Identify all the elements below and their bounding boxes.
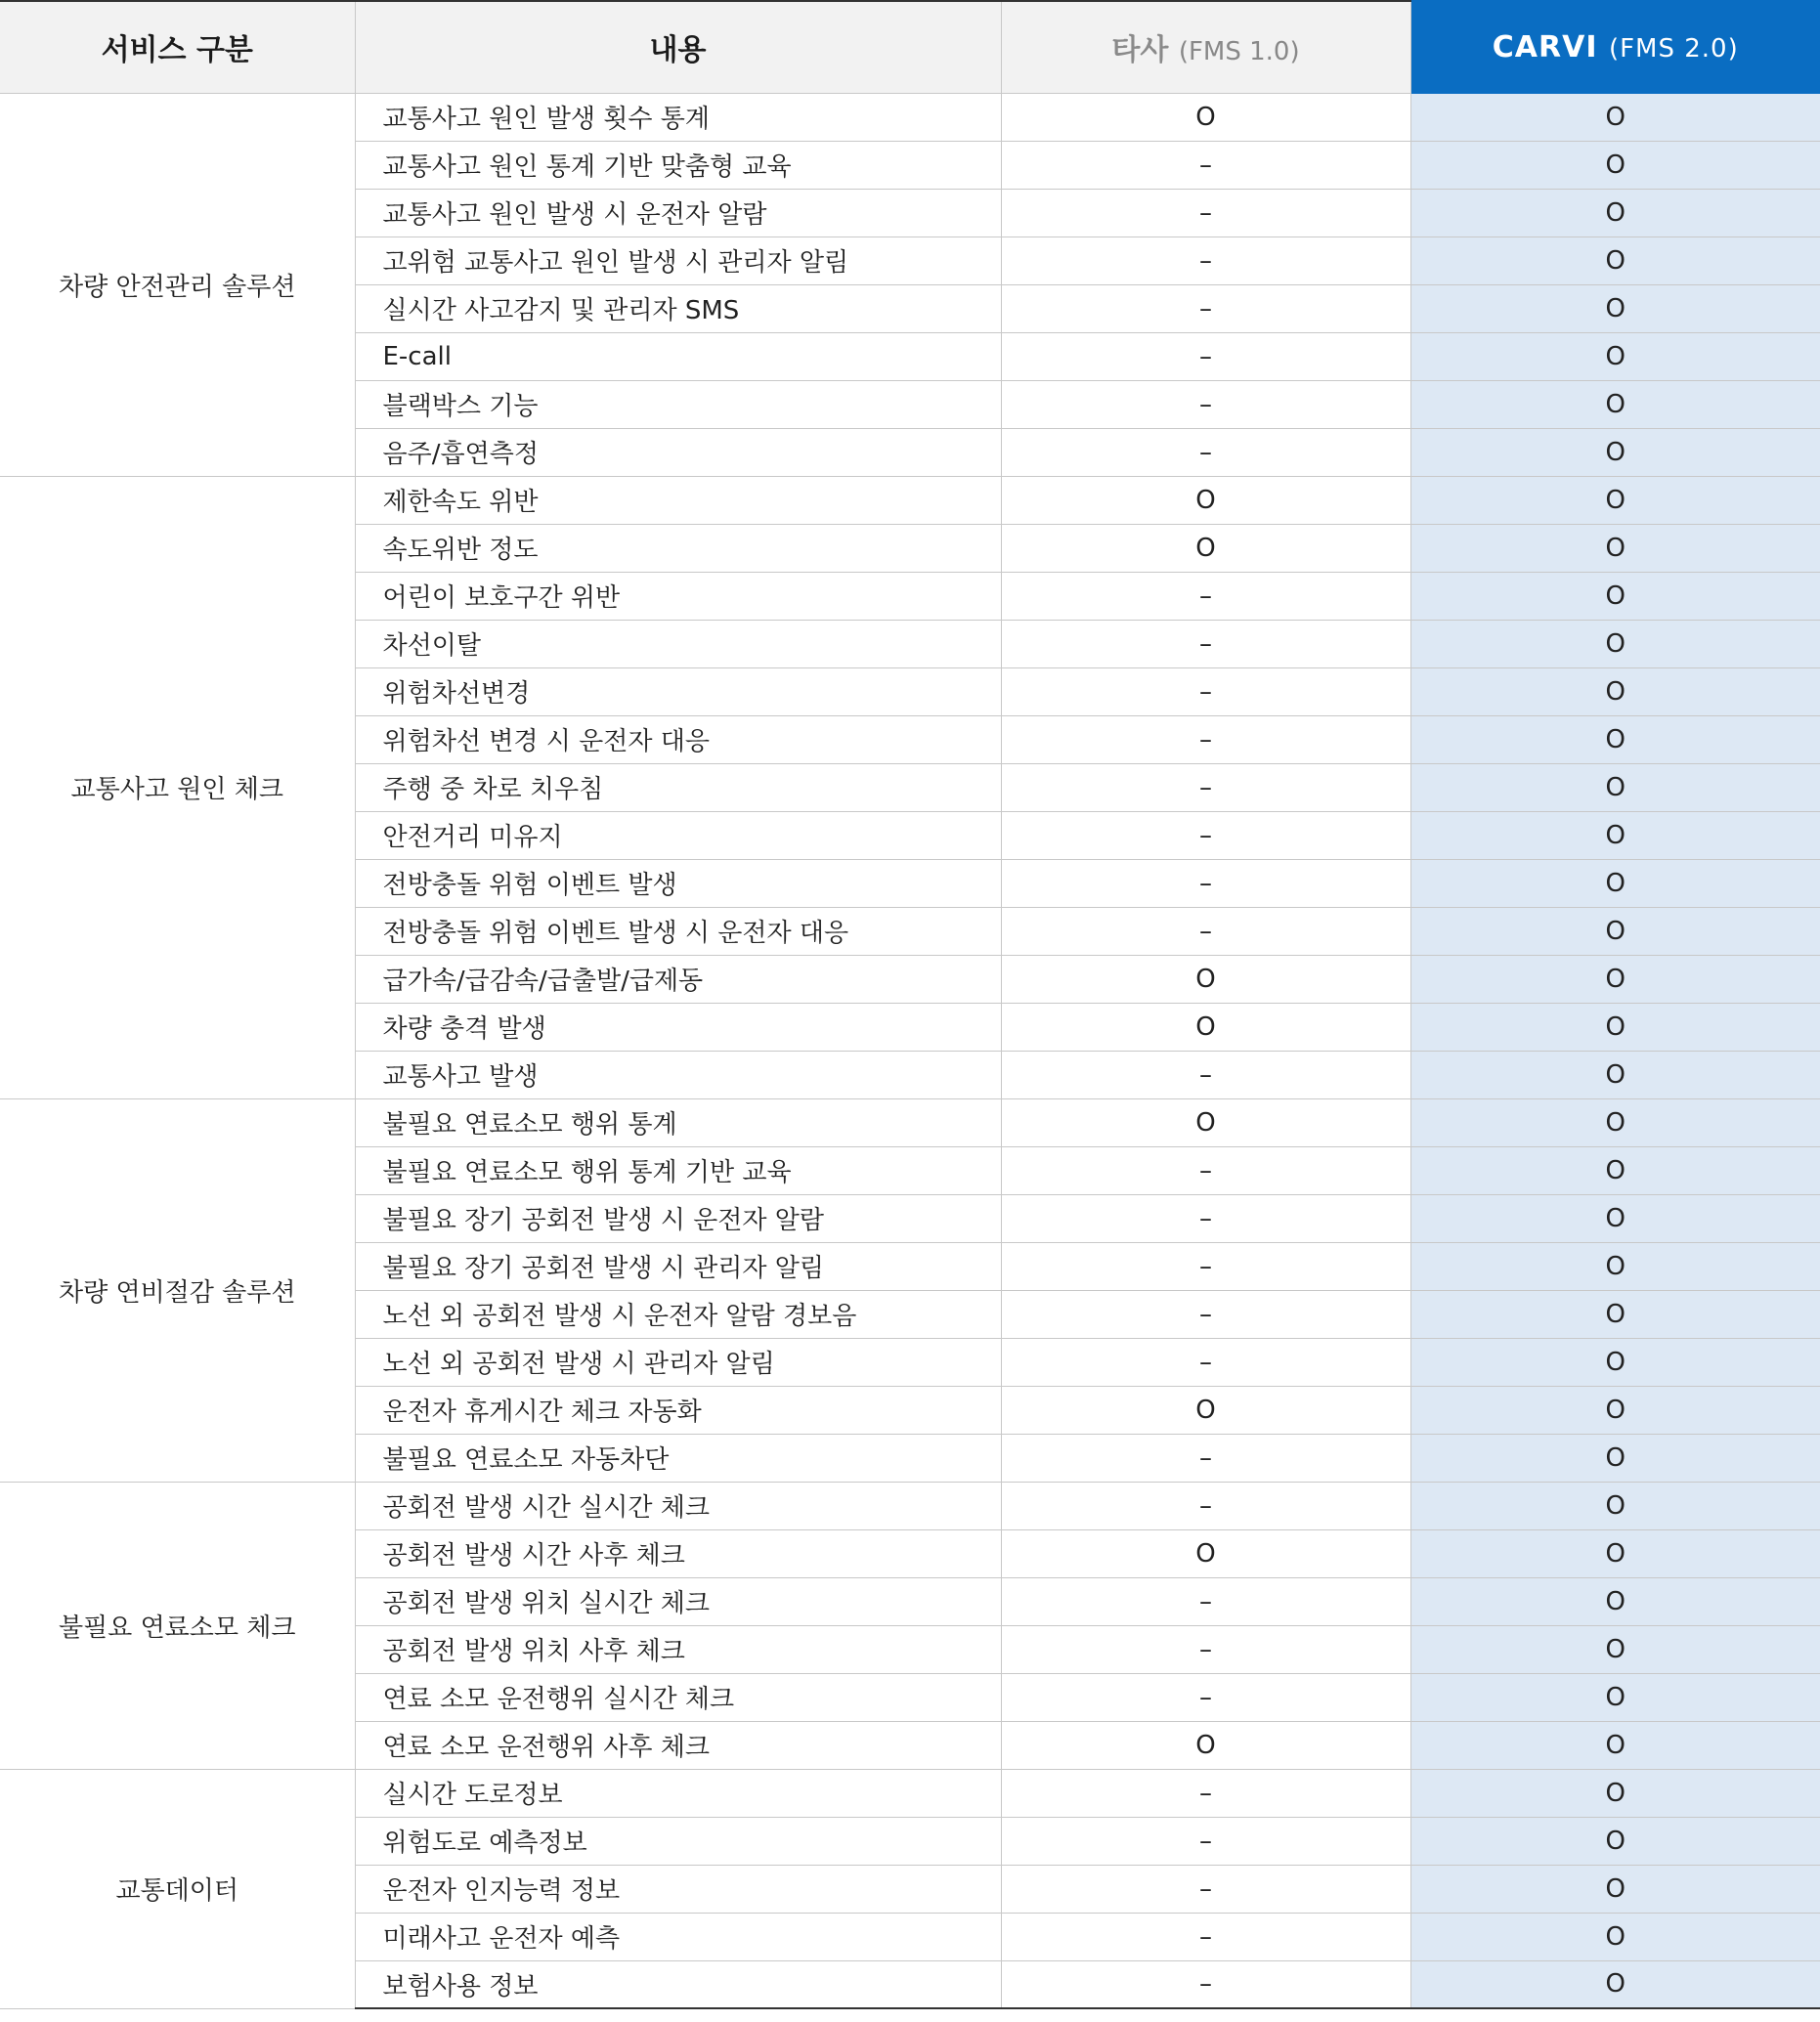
- item-cell: 위험도로 예측정보: [355, 1817, 1001, 1865]
- carvi-mark-cell: O: [1410, 1960, 1820, 2008]
- item-cell: 공회전 발생 위치 실시간 체크: [355, 1577, 1001, 1625]
- header-category: [0, 1, 355, 93]
- item-cell: 불필요 장기 공회전 발생 시 운전자 알람: [355, 1194, 1001, 1242]
- carvi-mark-cell: O: [1410, 811, 1820, 859]
- carvi-mark-cell: O: [1410, 1194, 1820, 1242]
- other-mark-cell: –: [1001, 620, 1410, 667]
- carvi-mark-cell: O: [1410, 189, 1820, 237]
- header-other: [1001, 1, 1410, 93]
- other-mark-cell: –: [1001, 428, 1410, 476]
- item-cell: 연료 소모 운전행위 사후 체크: [355, 1721, 1001, 1769]
- header-other-version: (FMS 1.0): [1178, 37, 1300, 67]
- item-cell: 전방충돌 위험 이벤트 발생 시 운전자 대응: [355, 907, 1001, 955]
- other-mark-cell: O: [1001, 1529, 1410, 1577]
- other-mark-cell: –: [1001, 1146, 1410, 1194]
- carvi-mark-cell: O: [1410, 284, 1820, 332]
- category-cell: 교통사고 원인 체크: [0, 476, 355, 1098]
- other-mark-cell: –: [1001, 1913, 1410, 1960]
- other-mark-cell: –: [1001, 715, 1410, 763]
- item-cell: 위험차선변경: [355, 667, 1001, 715]
- other-mark-cell: –: [1001, 1434, 1410, 1482]
- item-cell: 불필요 연료소모 행위 통계 기반 교육: [355, 1146, 1001, 1194]
- carvi-mark-cell: O: [1410, 1434, 1820, 1482]
- item-cell: 제한속도 위반: [355, 476, 1001, 524]
- carvi-mark-cell: O: [1410, 1051, 1820, 1098]
- item-cell: 교통사고 원인 발생 횟수 통계: [355, 93, 1001, 141]
- item-cell: 고위험 교통사고 원인 발생 시 관리자 알림: [355, 237, 1001, 284]
- carvi-mark-cell: O: [1410, 572, 1820, 620]
- category-cell: 차량 연비절감 솔루션: [0, 1098, 355, 1482]
- carvi-mark-cell: O: [1410, 859, 1820, 907]
- other-mark-cell: O: [1001, 524, 1410, 572]
- item-cell: 공회전 발생 위치 사후 체크: [355, 1625, 1001, 1673]
- carvi-mark-cell: O: [1410, 141, 1820, 189]
- category-cell: 교통데이터: [0, 1769, 355, 2008]
- carvi-mark-cell: O: [1410, 667, 1820, 715]
- other-mark-cell: O: [1001, 476, 1410, 524]
- item-cell: 전방충돌 위험 이벤트 발생: [355, 859, 1001, 907]
- item-cell: 교통사고 원인 통계 기반 맞춤형 교육: [355, 141, 1001, 189]
- other-mark-cell: –: [1001, 572, 1410, 620]
- item-cell: 노선 외 공회전 발생 시 관리자 알림: [355, 1338, 1001, 1386]
- item-cell: 차량 충격 발생: [355, 1003, 1001, 1051]
- item-cell: 어린이 보호구간 위반: [355, 572, 1001, 620]
- item-cell: 노선 외 공회전 발생 시 운전자 알람 경보음: [355, 1290, 1001, 1338]
- carvi-mark-cell: O: [1410, 1529, 1820, 1577]
- item-cell: 교통사고 원인 발생 시 운전자 알람: [355, 189, 1001, 237]
- carvi-mark-cell: O: [1410, 955, 1820, 1003]
- item-cell: 음주/흡연측정: [355, 428, 1001, 476]
- carvi-mark-cell: O: [1410, 715, 1820, 763]
- other-mark-cell: –: [1001, 1242, 1410, 1290]
- category-cell: 불필요 연료소모 체크: [0, 1482, 355, 1769]
- other-mark-cell: –: [1001, 1960, 1410, 2008]
- carvi-mark-cell: O: [1410, 1098, 1820, 1146]
- carvi-mark-cell: O: [1410, 237, 1820, 284]
- category-cell: 차량 안전관리 솔루션: [0, 93, 355, 476]
- other-mark-cell: O: [1001, 1721, 1410, 1769]
- other-mark-cell: –: [1001, 1194, 1410, 1242]
- other-mark-cell: –: [1001, 1865, 1410, 1913]
- item-cell: 주행 중 차로 치우침: [355, 763, 1001, 811]
- carvi-mark-cell: O: [1410, 1673, 1820, 1721]
- carvi-mark-cell: O: [1410, 1146, 1820, 1194]
- carvi-mark-cell: O: [1410, 332, 1820, 380]
- other-mark-cell: –: [1001, 1577, 1410, 1625]
- header-carvi: [1410, 1, 1820, 93]
- item-cell: 미래사고 운전자 예측: [355, 1913, 1001, 1960]
- item-cell: 불필요 연료소모 행위 통계: [355, 1098, 1001, 1146]
- item-cell: 공회전 발생 시간 실시간 체크: [355, 1482, 1001, 1529]
- other-mark-cell: –: [1001, 1338, 1410, 1386]
- item-cell: 보험사용 정보: [355, 1960, 1001, 2008]
- other-mark-cell: –: [1001, 1817, 1410, 1865]
- header-content-label: 내용: [649, 33, 707, 68]
- item-cell: 속도위반 정도: [355, 524, 1001, 572]
- item-cell: 공회전 발생 시간 사후 체크: [355, 1529, 1001, 1577]
- other-mark-cell: –: [1001, 284, 1410, 332]
- other-mark-cell: O: [1001, 955, 1410, 1003]
- carvi-mark-cell: O: [1410, 763, 1820, 811]
- carvi-mark-cell: O: [1410, 1386, 1820, 1434]
- table-row: [0, 1098, 1820, 1146]
- other-mark-cell: O: [1001, 1386, 1410, 1434]
- carvi-mark-cell: O: [1410, 1769, 1820, 1817]
- carvi-mark-cell: O: [1410, 1338, 1820, 1386]
- other-mark-cell: –: [1001, 811, 1410, 859]
- item-cell: 운전자 휴게시간 체크 자동화: [355, 1386, 1001, 1434]
- item-cell: 불필요 연료소모 자동차단: [355, 1434, 1001, 1482]
- carvi-mark-cell: O: [1410, 380, 1820, 428]
- item-cell: 운전자 인지능력 정보: [355, 1865, 1001, 1913]
- header-other-label: 타사: [1111, 33, 1169, 68]
- item-cell: 안전거리 미유지: [355, 811, 1001, 859]
- item-cell: 급가속/급감속/급출발/급제동: [355, 955, 1001, 1003]
- item-cell: 위험차선 변경 시 운전자 대응: [355, 715, 1001, 763]
- item-cell: 연료 소모 운전행위 실시간 체크: [355, 1673, 1001, 1721]
- carvi-mark-cell: O: [1410, 428, 1820, 476]
- table-row: [0, 1482, 1820, 1529]
- table-row: [0, 93, 1820, 141]
- item-cell: 교통사고 발생: [355, 1051, 1001, 1098]
- other-mark-cell: –: [1001, 1482, 1410, 1529]
- other-mark-cell: –: [1001, 667, 1410, 715]
- item-cell: 불필요 장기 공회전 발생 시 관리자 알림: [355, 1242, 1001, 1290]
- carvi-mark-cell: O: [1410, 1577, 1820, 1625]
- item-cell: 실시간 사고감지 및 관리자 SMS: [355, 284, 1001, 332]
- carvi-mark-cell: O: [1410, 1482, 1820, 1529]
- carvi-mark-cell: O: [1410, 1003, 1820, 1051]
- item-cell: E-call: [355, 332, 1001, 380]
- carvi-mark-cell: O: [1410, 620, 1820, 667]
- item-cell: 차선이탈: [355, 620, 1001, 667]
- carvi-mark-cell: O: [1410, 1865, 1820, 1913]
- other-mark-cell: –: [1001, 1769, 1410, 1817]
- header-row: [0, 1, 1820, 93]
- other-mark-cell: –: [1001, 1625, 1410, 1673]
- carvi-mark-cell: O: [1410, 1625, 1820, 1673]
- carvi-mark-cell: O: [1410, 907, 1820, 955]
- header-carvi-version: (FMS 2.0): [1608, 33, 1739, 64]
- item-cell: 블랙박스 기능: [355, 380, 1001, 428]
- table-row: [0, 1769, 1820, 1817]
- carvi-mark-cell: O: [1410, 524, 1820, 572]
- other-mark-cell: –: [1001, 763, 1410, 811]
- carvi-mark-cell: O: [1410, 1290, 1820, 1338]
- other-mark-cell: –: [1001, 141, 1410, 189]
- carvi-mark-cell: O: [1410, 93, 1820, 141]
- other-mark-cell: –: [1001, 859, 1410, 907]
- header-category-label: 서비스 구분: [101, 33, 253, 68]
- other-mark-cell: O: [1001, 1098, 1410, 1146]
- header-carvi-label: CARVI: [1492, 29, 1598, 65]
- other-mark-cell: –: [1001, 1051, 1410, 1098]
- other-mark-cell: –: [1001, 380, 1410, 428]
- other-mark-cell: –: [1001, 237, 1410, 284]
- other-mark-cell: –: [1001, 1673, 1410, 1721]
- other-mark-cell: O: [1001, 93, 1410, 141]
- header-content: [355, 1, 1001, 93]
- carvi-mark-cell: O: [1410, 1242, 1820, 1290]
- table-row: [0, 476, 1820, 524]
- carvi-mark-cell: O: [1410, 476, 1820, 524]
- other-mark-cell: –: [1001, 907, 1410, 955]
- table-body: [0, 93, 1820, 2008]
- other-mark-cell: –: [1001, 189, 1410, 237]
- item-cell: 실시간 도로정보: [355, 1769, 1001, 1817]
- carvi-mark-cell: O: [1410, 1817, 1820, 1865]
- other-mark-cell: –: [1001, 332, 1410, 380]
- other-mark-cell: O: [1001, 1003, 1410, 1051]
- carvi-mark-cell: O: [1410, 1721, 1820, 1769]
- other-mark-cell: –: [1001, 1290, 1410, 1338]
- carvi-mark-cell: O: [1410, 1913, 1820, 1960]
